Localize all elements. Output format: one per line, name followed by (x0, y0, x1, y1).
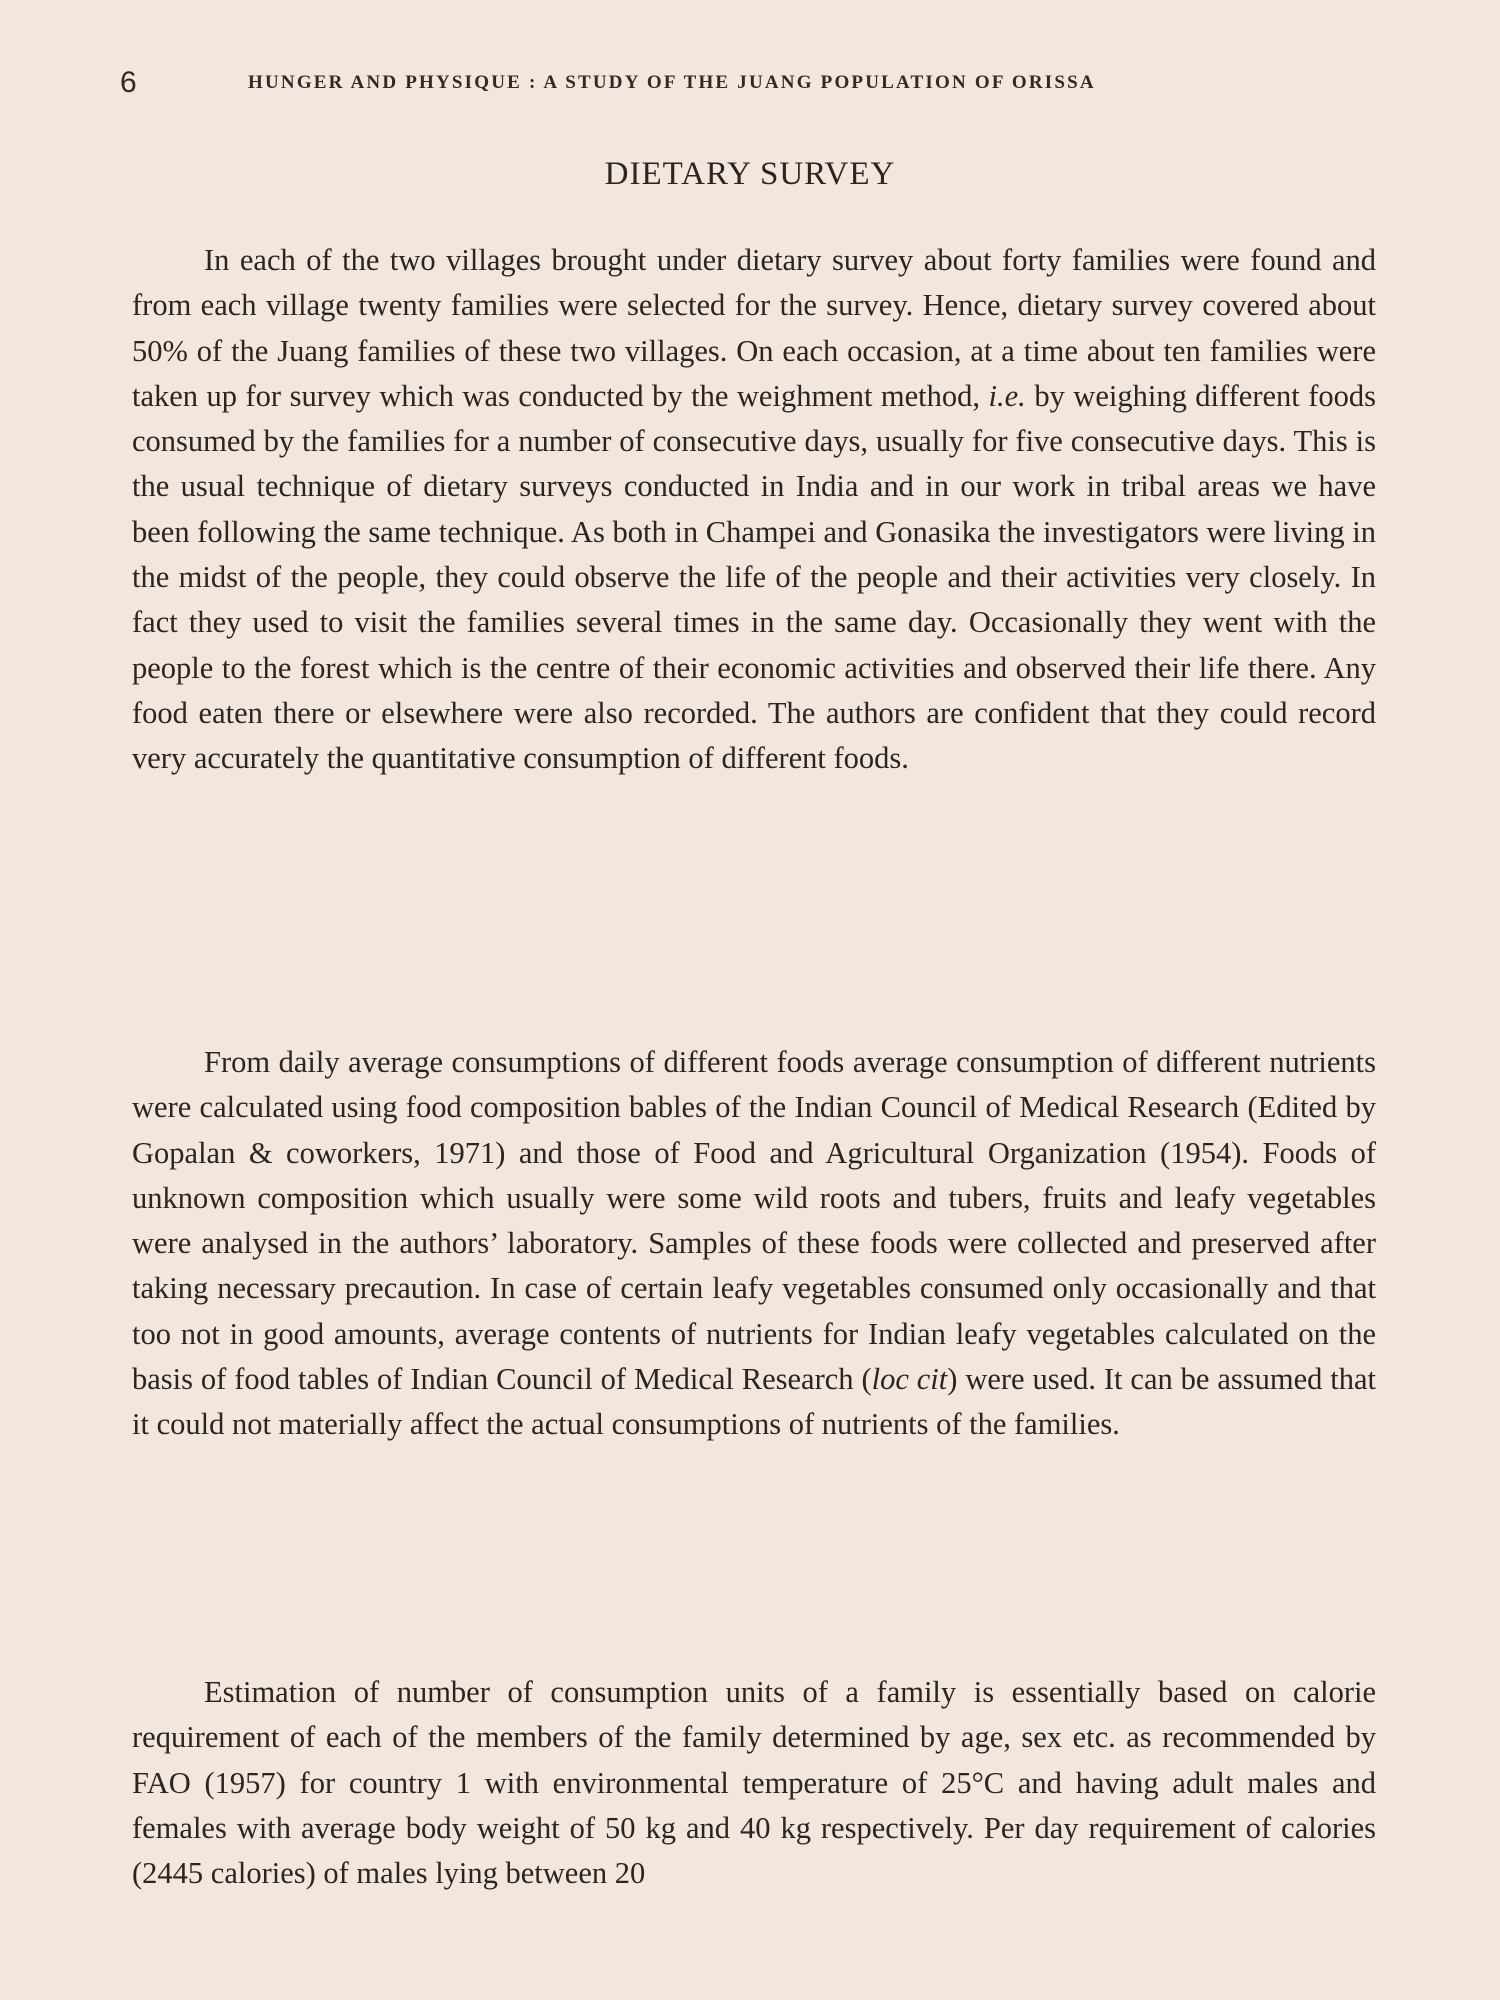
paragraph-2 (132, 1040, 1376, 1448)
running-head (120, 66, 1260, 102)
paragraph-1 (132, 238, 1376, 782)
page-number: 6 (120, 66, 137, 99)
running-title: HUNGER AND PHYSIQUE : A STUDY OF THE JUANG POPULATION OF ORISSA (248, 72, 1096, 93)
paragraph-2-part-1: From daily average consumptions of different foods average consumption of different nutrients were calculated using food composition bables of the Indian Council of Medical Research (Edited by Gopalan & coworkers, 1971) and those of Food and Agricultural Organization (1954). Foods of unknown composition which usually were some wild roots and tubers, fruits and leafy vegetables were analysed in the authors’ laboratory. Samples of these foods were collected and preserved after taking necessary precaution. In case of certain leafy vegetables consumed only occasionally and that too not in good amounts, average contents of nutrients for Indian leafy vegetables calculated on the basis of food tables of Indian Council of Medical Research ( (132, 1045, 1376, 1397)
paragraph-2-text (132, 1040, 1376, 1448)
paragraph-1-part-1: In each of the two villages brought under dietary survey about forty families were found and from each village twenty families were selected for the survey. Hence, dietary survey covered about 50% of the Juang families of these two villages. On each occasion, at a time about ten families were taken up for survey which was conducted by the weighment method, (132, 243, 1376, 413)
paragraph-2-italic-loc-cit: loc cit (871, 1362, 948, 1397)
paragraph-1-part-2: by weighing different foods consumed by the families for a number of consecutive days, usually for five consecutive days. This is the usual technique of dietary surveys conducted in India and in our work in tribal areas we have been following the same technique. As both in Champei and Gonasika the investigators were living in the midst of the people, they could observe the life of the people and their activities very closely. In fact they used to visit the families several times in the same day. Occasionally they went with the people to the forest which is the centre of their economic activities and observed their life there. Any food eaten there or elsewhere were also recorded. The authors are confident that they could record very accurately the quantitative consumption of different foods. (132, 378, 1377, 776)
section-heading: DIETARY SURVEY (604, 156, 896, 192)
paragraph-3 (132, 1670, 1376, 1896)
paragraph-1-text (132, 238, 1376, 782)
paragraph-2-part-2: ) were used. It can be assumed that it could not materially affect the actual consumptions of nutrients of the families. (132, 1362, 1377, 1442)
paragraph-3-text: Estimation of number of consumption units of a family is essentially based on calorie requirement of each of the members of the family determined by age, sex etc. as recommended by FAO (1957) for country 1 with environmental temperature of 25°C and having adult males and females with average body weight of 50 kg and 40 kg respectively. Per day requirement of calories (2445 calories) of males lying between 20 (132, 1675, 1376, 1891)
paragraph-1-italic-ie: i.e. (988, 378, 1026, 413)
